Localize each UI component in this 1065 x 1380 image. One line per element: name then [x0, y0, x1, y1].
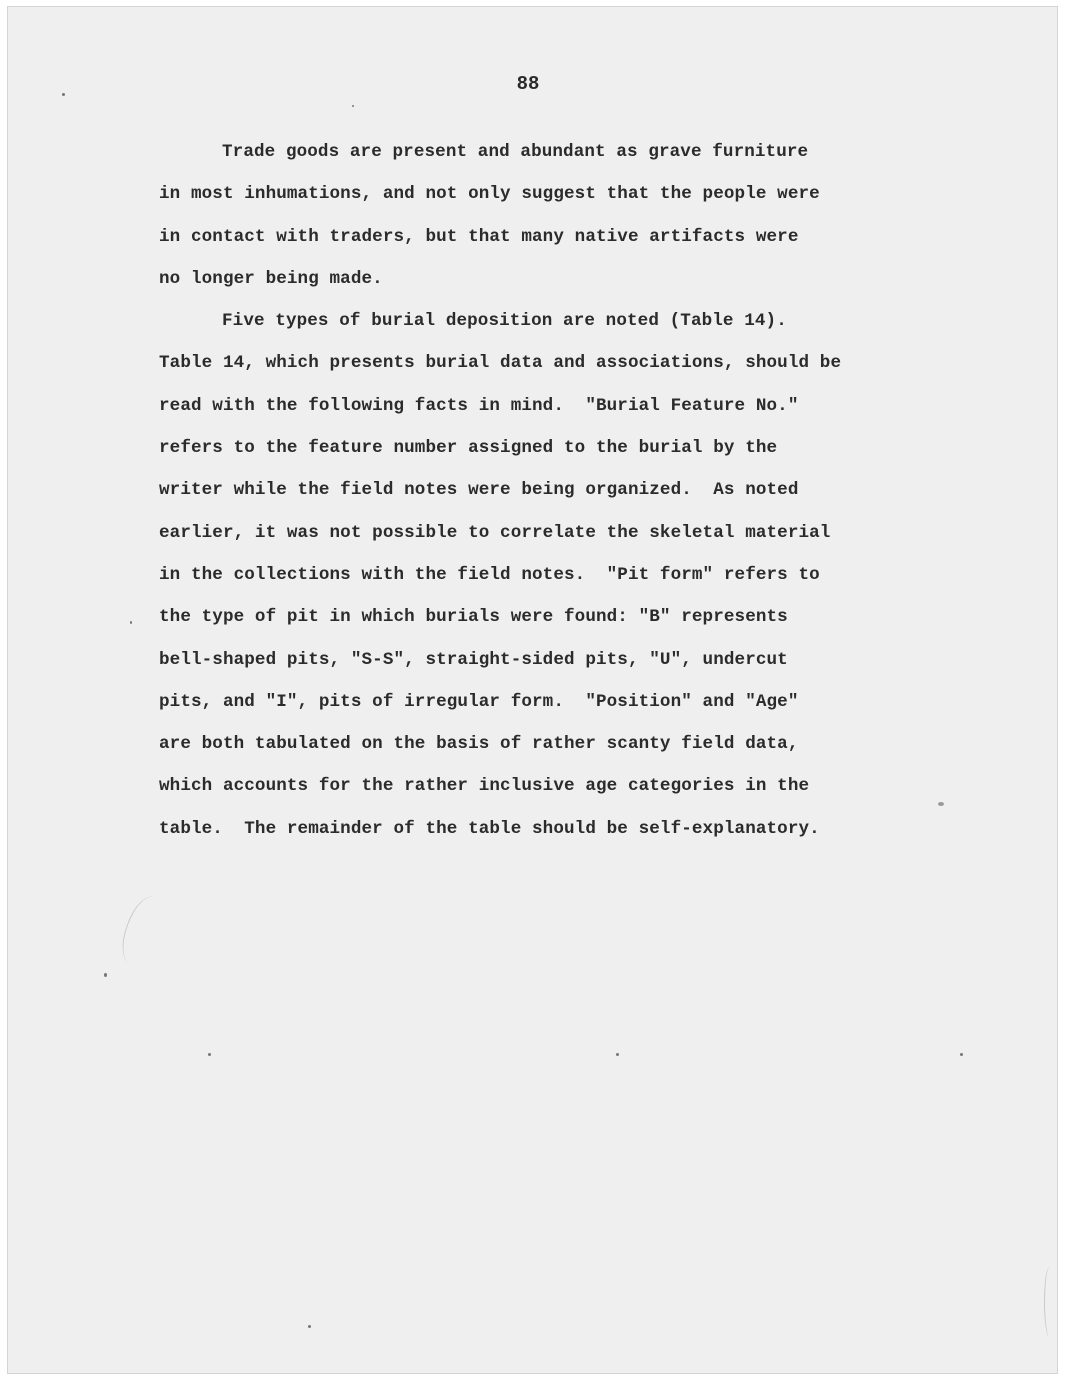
- text-line: earlier, it was not possible to correlate the skeletal material: [159, 522, 831, 543]
- text-line: Table 14, which presents burial data and associations, should be: [159, 353, 842, 374]
- text-line: Five types of burial deposition are noted (Table 14).: [222, 311, 787, 332]
- scan-speck: [104, 973, 107, 977]
- scan-speck: [308, 1325, 311, 1328]
- scan-speck: [208, 1053, 211, 1056]
- page-number: 88: [516, 73, 540, 95]
- scan-speck: [62, 93, 65, 96]
- text-line: Trade goods are present and abundant as grave furniture: [222, 142, 809, 162]
- text-line: are both tabulated on the basis of rather scanty field data,: [159, 734, 799, 755]
- text-line: in most inhumations, and not only suggest that the people were: [159, 184, 820, 205]
- text-line: which accounts for the rather inclusive age categories in the: [159, 776, 810, 797]
- text-line: pits, and "I", pits of irregular form. "Position" and "Age": [159, 691, 799, 712]
- text-line: read with the following facts in mind. "Burial Feature No.": [159, 395, 799, 416]
- scan-speck: [130, 621, 132, 624]
- text-line: bell-shaped pits, "S-S", straight-sided pits, "U", undercut: [159, 649, 788, 670]
- text-line: the type of pit in which burials were found: "B" represents: [159, 607, 788, 628]
- body-text: [159, 131, 1019, 850]
- scan-smudge: [1044, 1267, 1055, 1337]
- text-line: in the collections with the field notes. "Pit form" refers to: [159, 564, 820, 585]
- scan-smudge: [115, 892, 168, 968]
- document-page: [7, 6, 1058, 1374]
- text-line: no longer being made.: [159, 268, 383, 289]
- text-line: writer while the field notes were being organized. As noted: [159, 480, 799, 501]
- text-line: in contact with traders, but that many native artifacts were: [159, 226, 799, 247]
- text-line: table. The remainder of the table should be self-explanatory.: [159, 818, 820, 839]
- scan-speck: [616, 1053, 619, 1056]
- scan-speck: [938, 802, 944, 806]
- scan-speck: [960, 1053, 963, 1056]
- scan-speck: [352, 105, 354, 107]
- text-line: refers to the feature number assigned to the burial by the: [159, 438, 778, 459]
